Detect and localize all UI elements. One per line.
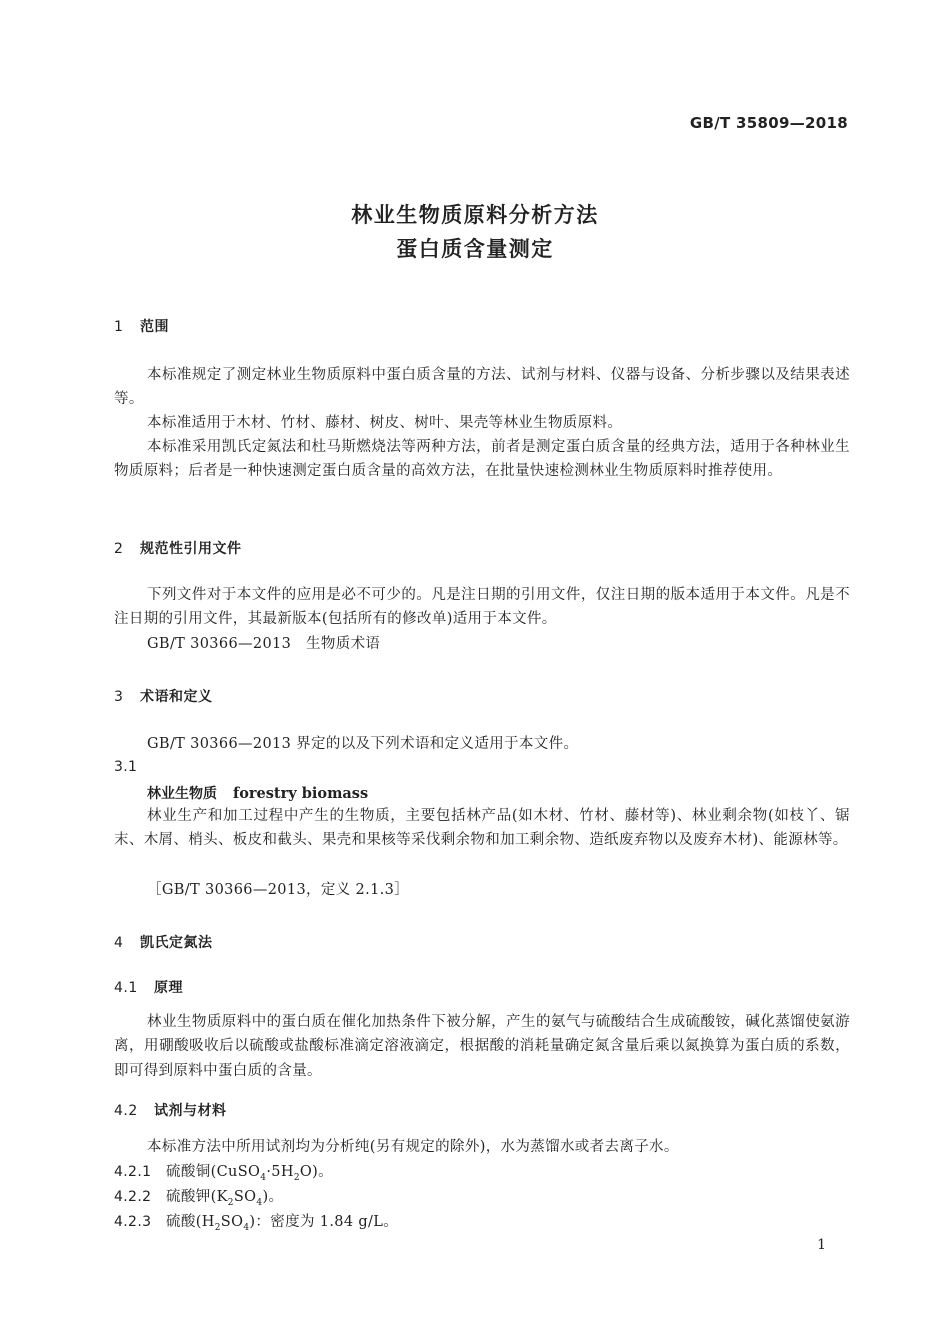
section-1-title: 范围 bbox=[140, 319, 169, 335]
reagent-formula-close: )。 bbox=[262, 1189, 284, 1205]
reagent-item bbox=[114, 1185, 283, 1208]
reagent-subscript: 4 bbox=[260, 1172, 267, 1183]
section-4-2-number: 4.2 bbox=[114, 1103, 138, 1119]
section-1-paragraph-3: 本标准采用凯氏定氮法和杜马斯燃烧法等两种方法，前者是测定蛋白质含量的经典方法，适用于各种林业生物质原料；后者是一种快速测定蛋白质含量的高效方法，在批量快速检测林业生物质原料时推荐使用。 bbox=[114, 439, 850, 480]
page-number: 1 bbox=[817, 1237, 826, 1253]
term-chinese: 林业生物质 bbox=[147, 786, 217, 802]
reagent-item bbox=[114, 1160, 333, 1183]
section-4-1-title: 原理 bbox=[154, 980, 183, 996]
standard-number: GB/T 35809—2018 bbox=[689, 114, 848, 132]
section-2-heading bbox=[114, 538, 242, 558]
section-1-paragraph-2: 本标准适用于木材、竹材、藤材、树皮、树叶、果壳等林业生物质原料。 bbox=[147, 415, 623, 431]
section-2-title: 规范性引用文件 bbox=[140, 541, 242, 557]
term-number: 3.1 bbox=[114, 759, 138, 775]
section-3-title: 术语和定义 bbox=[140, 689, 213, 705]
reagent-subscript: 4 bbox=[256, 1197, 263, 1208]
reagent-number: 4.2.1 bbox=[114, 1164, 152, 1180]
section-3-number: 3 bbox=[114, 689, 124, 705]
term-entry bbox=[147, 783, 368, 803]
section-3-heading bbox=[114, 686, 213, 706]
reagent-subscript: 2 bbox=[214, 1222, 221, 1233]
section-4-2-title: 试剂与材料 bbox=[154, 1103, 227, 1119]
document-title-line2: 蛋白质含量测定 bbox=[396, 237, 554, 261]
reagent-subscript: 4 bbox=[243, 1222, 250, 1233]
reagent-formula-mid: SO bbox=[233, 1189, 257, 1205]
section-4-1-heading bbox=[114, 977, 183, 997]
section-1-paragraph-1: 本标准规定了测定林业生物质原料中蛋白质含量的方法、试剂与材料、仪器与设备、分析步骤以及结果表述等。 bbox=[114, 367, 850, 408]
reagent-formula-close: O)。 bbox=[299, 1164, 334, 1180]
section-4-2-paragraph: 本标准方法中所用试剂均为分析纯(另有规定的除外)，水为蒸馏水或者去离子水。 bbox=[147, 1139, 679, 1155]
reagent-formula-close: )：密度为 1.84 g/L。 bbox=[249, 1214, 399, 1230]
reagent-name: 硫酸钾 bbox=[166, 1189, 211, 1205]
reagent-name: 硫酸铜 bbox=[166, 1164, 211, 1180]
section-4-number: 4 bbox=[114, 935, 124, 951]
section-4-1-paragraph: 林业生物质原料中的蛋白质在催化加热条件下被分解，产生的氨气与硫酸结合生成硫酸铵，碱化蒸馏使氨游离，用硼酸吸收后以硫酸或盐酸标准滴定溶液滴定，根据酸的消耗量确定氮含量后乘以氮换算为蛋白质的系数，即可得到原料中蛋白质的含量。 bbox=[114, 1014, 850, 1079]
reagent-name: 硫酸 bbox=[166, 1214, 196, 1230]
reagent-item bbox=[114, 1210, 398, 1233]
reagent-subscript: 2 bbox=[227, 1197, 234, 1208]
reagent-formula-open: (CuSO bbox=[210, 1164, 261, 1180]
section-4-2-heading bbox=[114, 1100, 227, 1120]
reagent-number: 4.2.2 bbox=[114, 1189, 152, 1205]
term-english: forestry biomass bbox=[233, 785, 369, 802]
section-4-title: 凯氏定氮法 bbox=[140, 935, 213, 951]
section-4-heading bbox=[114, 932, 213, 952]
reagent-formula-open: (H bbox=[195, 1214, 215, 1230]
section-2-number: 2 bbox=[114, 541, 124, 557]
term-definition: 林业生产和加工过程中产生的生物质，主要包括林产品(如木材、竹材、藤材等)、林业剩余物(如枝丫、锯末、木屑、梢头、板皮和截头、果壳和果核等采伐剩余物和加工剩余物、造纸废弃物以及废弃木材)、能源林等。 bbox=[114, 808, 850, 849]
reagent-formula-mid: SO bbox=[220, 1214, 244, 1230]
section-2-paragraph-1: 下列文件对于本文件的应用是必不可少的。凡是注日期的引用文件，仅注日期的版本适用于本文件。凡是不注日期的引用文件，其最新版本(包括所有的修改单)适用于本文件。 bbox=[114, 587, 850, 628]
reagent-formula-mid: ·5H bbox=[266, 1164, 294, 1180]
section-3-paragraph-1: GB/T 30366—2013 界定的以及下列术语和定义适用于本文件。 bbox=[147, 736, 579, 752]
reagent-subscript: 2 bbox=[293, 1172, 300, 1183]
reagent-number: 4.2.3 bbox=[114, 1214, 152, 1230]
term-source: ［GB/T 30366—2013，定义 2.1.3］ bbox=[147, 882, 410, 898]
reagent-formula-open: (K bbox=[210, 1189, 228, 1205]
document-title-line1: 林业生物质原料分析方法 bbox=[351, 203, 599, 227]
section-1-number: 1 bbox=[114, 319, 124, 335]
section-1-heading bbox=[114, 316, 169, 336]
normative-reference: GB/T 30366—2013 生物质术语 bbox=[147, 636, 381, 652]
section-4-1-number: 4.1 bbox=[114, 980, 138, 996]
